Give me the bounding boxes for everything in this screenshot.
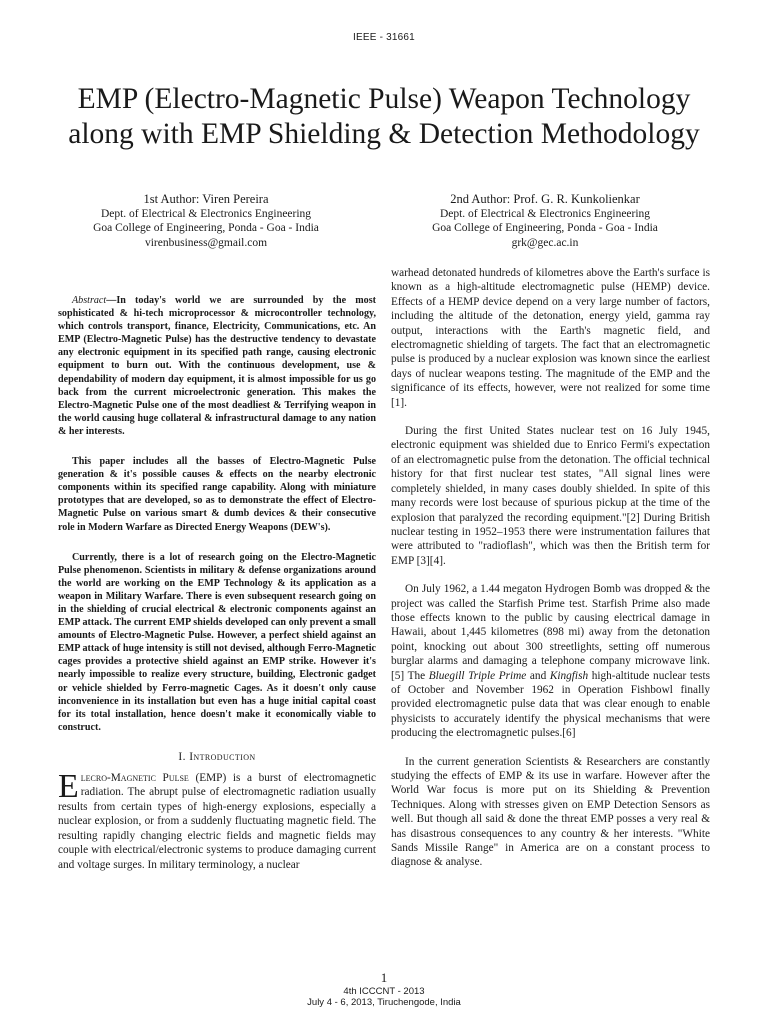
author-block-2 xyxy=(385,192,705,250)
introduction-paragraph xyxy=(58,767,376,873)
abstract-text: —In today's world we are surrounded by the most sophisticated & hi-tech microprocessor & microcontroller technology, which controls transport, finance, Electricity, Communications, etc. An EMP (Electro-Magnetic Pulse) has the destructive tendency to devastate any electronic equipment in its specified path range, causing electronic equipment to burn out. With the continuous development, use & dependability of modern day equipment, it is almost impossible for us go back from the current microelectronic generation. This makes the Electro-Magnetic Pulse one of the most deadliest & Terrifying weapon in the world causing huge collateral & infrastructural damage to any nation & her interests. xyxy=(58,295,376,437)
author-name: 1st Author: Viren Pereira xyxy=(143,192,269,206)
abstract-lead: Abstract xyxy=(72,295,107,306)
text-run: and xyxy=(526,669,550,682)
author-dept: Dept. of Electrical & Electronics Engineering xyxy=(100,207,312,220)
body-paragraph xyxy=(391,582,710,740)
body-paragraph: During the first United States nuclear test on 16 July 1945, electronic equipment was shielded due to Enrico Fermi's expectation of an electromagnetic pulse from the detonation. The official technical history for that first nuclear test states, "All signal lines were completely shielded, in many cases doubly shielded. In spite of this many records were lost because of spurious pickup at the time of the explosion that paralyzed the recording equipment."[2] During British nuclear testing in 1952–1953 there were instrumentation failures that were attributed to "radioflash", which was then the British term for EMP [3][4]. xyxy=(391,425,710,567)
author-block-1 xyxy=(46,192,366,250)
conference-date: July 4 - 6, 2013, Tiruchengode, India xyxy=(307,997,461,1008)
italic-term: Bluegill Triple Prime xyxy=(428,669,527,682)
abstract-paragraph: This paper includes all the basses of Electro-Magnetic Pulse generation & it's possible causes & effects on the nearby electronic components within its specified range capability. Along with miniature prototypes that are developed, so as to demonstrate the effect of Electro-Magnetic Pulse on various smart & dumb devices & their consecutive role in Modern Warfare as Directed Energy Weapons (DEW's). xyxy=(58,456,376,533)
section-title: Introduction xyxy=(189,750,256,763)
author-dept: Dept. of Electrical & Electronics Engineering xyxy=(439,207,651,220)
text-run: high-altitude nuclear tests of October and November 1962 in Operation Fishbowl finally provided electromagnetic pulse data that was clear enough to enable physicists to accurately identify the physical mechanisms that were producing the electromagnetic pulses.[6] xyxy=(391,669,710,740)
page-number: 1 xyxy=(380,970,388,985)
body-paragraph: In the current generation Scientists & Researchers are constantly studying the effects of EMP & its use in warfare. However after the World War focus is more put on its Shielding & Prevention Techniques. Along with stresses given on EMP Detection Sensors as well. But though all said & done the threat EMP posses a very real & has disastrous consequences to any country & her interests. "White Sands Missile Range" in America are on a constant process to diagnose & analyse. xyxy=(391,755,710,869)
conference-footer xyxy=(0,986,768,1008)
abstract-paragraph xyxy=(58,294,376,438)
paper-title: EMP (Electro-Magnetic Pulse) Weapon Technology along with EMP Shielding & Detection Methodology xyxy=(68,83,700,150)
author-name: 2nd Author: Prof. G. R. Kunkolienkar xyxy=(450,192,640,206)
intro-text: (EMP) is a burst of electromagnetic radiation. The abrupt pulse of electromagnetic radiation usually results from certain types of high-energy explosions, especially a nuclear explosion, or from a suddenly fluctuating magnetic field. The resulting rapidly changing electric fields and magnetic fields may couple with electrical/electronic systems to produce damaging current and voltage surges. In military terminology, a nuclear xyxy=(58,771,376,871)
author-email: grk@gec.ac.in xyxy=(511,236,579,249)
conference-name: 4th ICCCNT - 2013 xyxy=(343,986,425,997)
left-column xyxy=(58,294,376,872)
author-email: virenbusiness@gmail.com xyxy=(144,236,268,249)
intro-lead-term: lecro-Magnetic Pulse xyxy=(80,771,189,784)
section-number: I. xyxy=(178,750,186,763)
page-header-ref: IEEE - 31661 xyxy=(353,32,415,43)
section-heading xyxy=(58,751,376,763)
text-run: On July 1962, a 1.44 megaton Hydrogen Bomb was dropped & the project was called the Starfish Prime test. Starfish Prime also made those effects known to the public by causing electrical damage in Hawaii, about 1,445 kilometres (898 mi) away from the detonation point, knocking out about 300 streetlights, setting off numerous burglar alarms and damaging a telephone company microwave link.[5] The xyxy=(391,583,710,682)
right-column xyxy=(391,266,710,884)
author-college: Goa College of Engineering, Ponda - Goa - India xyxy=(93,222,319,234)
body-paragraph: warhead detonated hundreds of kilometres above the Earth's surface is known as a high-altitude electromagnetic pulse (HEMP) device. Effects of a HEMP device depend on a very large number of factors, including the altitude of the detonation, energy yield, gamma ray output, interactions with the Earth's magnetic field, and electromagnetic shielding of targets. The fact that an electromagnetic pulse is produced by a nuclear explosion was known since the earliest days of nuclear weapons testing. The magnitude of the EMP and the significance of its effects, however, were not realized for some time [1]. xyxy=(391,267,710,409)
drop-cap: E xyxy=(58,767,79,805)
italic-term: Kingfish xyxy=(549,669,589,682)
author-college: Goa College of Engineering, Ponda - Goa - India xyxy=(432,222,658,234)
abstract-paragraph: Currently, there is a lot of research going on the Electro-Magnetic Pulse phenomenon. Scientists in military & defense organizations around the world are working on the EMP Technology & its application as a weapon in Military Warfare. There is even subsequent research going on in the shielding of crucial electrical & electronic components against an EMP attack. The current EMP shields developed can only prevent a small amounts of Electro-Magnetic Pulse. However, a perfect shield against an EMP attack of huge intensity is still not devised, although Ferro-Magnetic cages provides a protective shield against an EMP strike. However it's nearly impossible to realize every structure, building, Electronic gadget or vehicle shielded by Ferro-magnetic Cages. As it doesn't only cause inconvenience in its installation but even has a huge initial capital coast for its total installation, hence doesn't make it economically viable to construct. xyxy=(58,551,376,733)
